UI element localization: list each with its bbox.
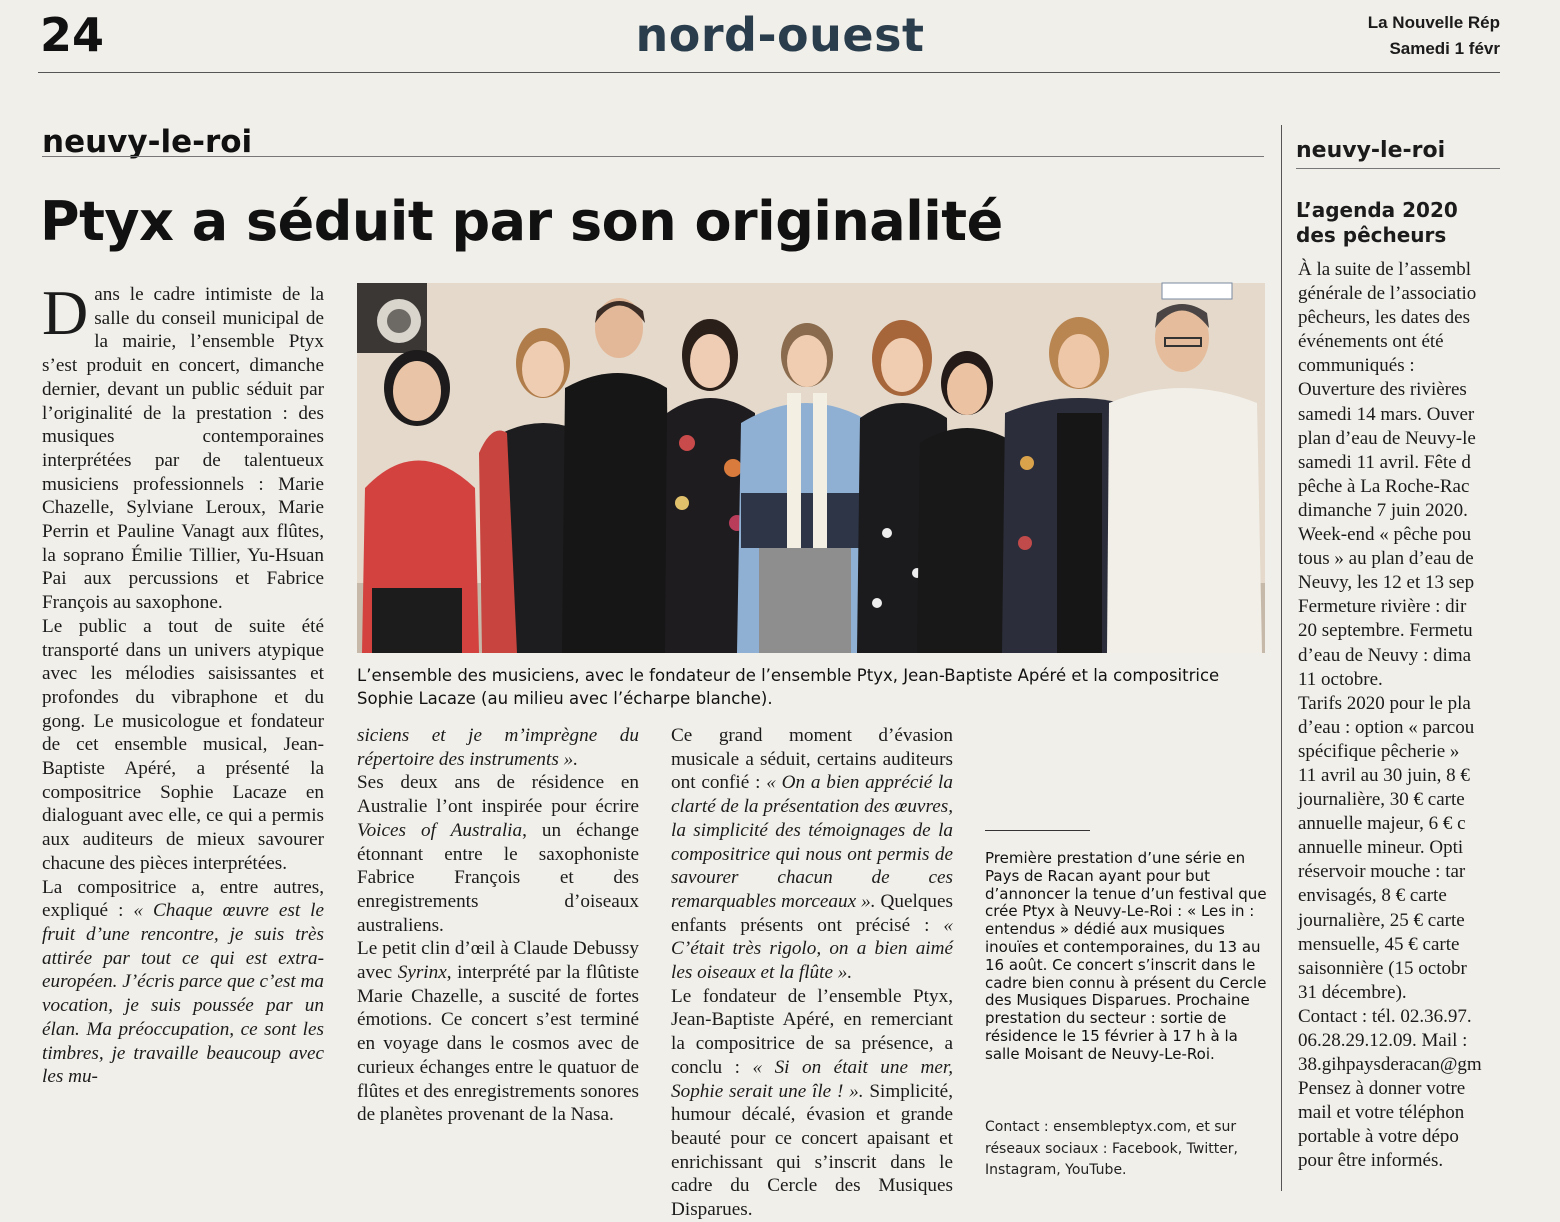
article-headline: Ptyx a séduit par son originalité xyxy=(40,190,1003,253)
article-locality: neuvy-le-roi xyxy=(42,124,253,160)
info-box: Première prestation d’une série en Pays de Racan ayant pour but d’annoncer la tenue d’un festival que crée Ptyx à Neuvy-Le-Roi : « Les in : entendus » dédié aux musiques inouïes et contemporaines, du 13 au 16 août. Ce concert s’inscrit dans le cadre bien connu à présent du Cercle des Musiques Disparues. Prochaine prestation du secteur : sortie de résidence le 15 février à 17 h à la salle Moisant de Neuvy-Le-Roi. xyxy=(985,849,1267,1063)
article-column-2 xyxy=(357,724,639,1186)
quote: « C’était très rigolo, on a bien aimé les oiseaux et la flûte ». xyxy=(671,914,953,984)
publication-name: La Nouvelle Rép xyxy=(1367,13,1500,32)
quote: « Si on était une mer, Sophie serait une île ! ». xyxy=(671,1056,953,1102)
sidebar-line: Contact : tél. 02.36.97. xyxy=(1298,1005,1472,1027)
publication-date: Samedi 1 févr xyxy=(1389,39,1500,58)
sidebar-line: réservoir mouche : tar xyxy=(1298,861,1466,883)
sidebar-line: annuelle mineur. Opti xyxy=(1298,837,1464,859)
sidebar-line: samedi 11 avril. Fête d xyxy=(1298,451,1471,473)
locality-rule xyxy=(42,156,1264,157)
photo-illustration xyxy=(357,283,1265,653)
paragraph xyxy=(671,724,953,985)
sidebar-line: samedi 14 mars. Ouver xyxy=(1298,403,1475,425)
sidebar-line: Pensez à donner votre xyxy=(1298,1078,1466,1100)
sidebox-rule xyxy=(985,830,1090,831)
musicians-photo xyxy=(357,283,1265,653)
sidebar-rule xyxy=(1296,168,1500,169)
work-title: Voices of Australia xyxy=(357,819,523,841)
article-column-1 xyxy=(42,277,325,1183)
quote: siciens et je m’imprègne du répertoire des instruments ». xyxy=(357,725,639,770)
sidebar-line: annuelle majeur, 6 € c xyxy=(1298,813,1466,835)
sidebar-line: 38.gihpaysderacan@gm xyxy=(1298,1054,1482,1076)
section-title: nord-ouest xyxy=(635,8,925,62)
header-rule xyxy=(38,72,1500,73)
paragraph-text: La compositrice a, entre autres, expliqué : xyxy=(42,876,324,922)
sidebar-line: spécifique pêcherie » xyxy=(1298,740,1460,762)
sidebar-body xyxy=(1298,258,1500,1191)
sidebar-line: portable à votre dépo xyxy=(1298,1126,1459,1148)
sidebar-line: envisagés, 8 € carte xyxy=(1298,885,1447,907)
paragraph-text: ans le cadre intimiste de la salle du conseil municipal de la mairie, l’ensemble Ptyx s’est produit en concert, dimanche dernier, devant un public séduit par l’originalité de la prestation : des musiques contemporaines interprétées par de talentueux musiciens professionnels : Marie Chazelle, Sylviane Leroux, Marie Perrin et Pauline Vanagt aux flûtes, la soprano Émilie Tillier, Yu-Hsuan Pai aux percussions et Fabrice François au saxophone. xyxy=(42,284,324,614)
sidebar-line: mensuelle, 45 € carte xyxy=(1298,933,1460,955)
sidebar-line: Neuvy, les 12 et 13 sep xyxy=(1298,572,1475,594)
sidebar-line: À la suite de l’assembl xyxy=(1298,259,1472,280)
sidebar-line: pêcheurs, les dates des xyxy=(1298,307,1470,329)
paragraph-text: Quelques enfants présents ont précisé : xyxy=(671,890,954,936)
paragraph-text: , un échange étonnant entre le saxophoniste Fabrice François et des enregistrements d’oiseaux australiens. xyxy=(357,819,639,936)
sidebar-line: 31 décembre). xyxy=(1298,981,1407,1003)
sidebar-line: d’eau de Neuvy : dima xyxy=(1298,644,1472,666)
sidebar-line: événements ont été xyxy=(1298,331,1444,353)
paragraph-text: , interprété par la flûtiste Marie Chazelle, a suscité de fortes émotions. Ce concert s’est terminé en voyage dans le cosmos avec de curieux échanges entre le quatuor de flûtes et des enregistrements sonores de planètes provenant de la Nasa. xyxy=(357,962,639,1126)
paragraph-text: Simplicité, humour décalé, évasion et grande beauté pour ce concert apaisant et enrichissant qui s’inscrit dans le cadre du Cercle des Musiques Disparues. xyxy=(671,1080,953,1221)
column-divider xyxy=(1281,125,1282,1191)
quote: « On a bien apprécié la clarté de la présentation des œuvres, la simplicité des témoignages de la compositrice qui nous ont permis de savourer chacun de ces remarquables morceaux ». xyxy=(671,772,953,912)
work-title: Syrinx xyxy=(397,962,447,984)
sidebar-headline xyxy=(1296,198,1458,248)
sidebar-line: 20 septembre. Fermetu xyxy=(1298,620,1473,642)
sidebar-line: mail et votre téléphon xyxy=(1298,1102,1465,1124)
paragraph xyxy=(671,985,953,1222)
paragraph-text: Ce grand moment d’évasion musicale a séduit, certains auditeurs ont confié : xyxy=(671,725,953,794)
photo-caption: L’ensemble des musiciens, avec le fondateur de l’ensemble Ptyx, Jean-Baptiste Apéré et la compositrice Sophie Lacaze (au milieu avec l’écharpe blanche). xyxy=(357,666,1220,708)
sidebar-line: générale de l’associatio xyxy=(1298,283,1477,305)
sidebar-line: communiqués : xyxy=(1298,355,1415,377)
contact-info: Contact : ensembleptyx.com, et sur réseaux sociaux : Facebook, Twitter, Instagram, YouTube. xyxy=(985,1119,1239,1178)
paragraph-text: Ses deux ans de résidence en Australie l’ont inspirée pour écrire xyxy=(357,772,639,818)
paragraph xyxy=(42,876,324,1089)
sidebar-headline-line: L’agenda 2020 xyxy=(1296,198,1458,222)
paragraph-text: Le petit clin d’œil à Claude Debussy avec xyxy=(357,938,639,984)
paragraph xyxy=(42,277,324,615)
paragraph: Le public a tout de suite été transporté dans un univers atypique avec les mélodies saisissantes et profondes du vibraphone et du gong. Le musicologue et fondateur de cet ensemble musical, Jean-Baptiste Apéré, a présenté la compositrice Sophie Lacaze en dialoguant avec elle, ce qui a permis aux auditeurs de mieux savourer chacune des pièces interprétées. xyxy=(42,615,324,874)
sidebar-locality: neuvy-le-roi xyxy=(1296,138,1446,163)
sidebar-line: d’eau : option « parcou xyxy=(1298,716,1475,738)
sidebar-line: tous » au plan d’eau de xyxy=(1298,548,1474,570)
sidebar-line: plan d’eau de Neuvy-le xyxy=(1298,427,1476,449)
sidebar-line: Ouverture des rivières xyxy=(1298,379,1467,401)
page-number: 24 xyxy=(40,8,105,62)
sidebar-line: journalière, 25 € carte xyxy=(1298,909,1465,931)
sidebar-line: Fermeture rivière : dir xyxy=(1298,596,1467,618)
paragraph-text: Le fondateur de l’ensemble Ptyx, Jean-Baptiste Apéré, en remerciant la compositrice de sa présence, a conclu : xyxy=(671,985,953,1078)
sidebar-line: 11 octobre. xyxy=(1298,668,1383,690)
sidebar-line: saisonnière (15 octobr xyxy=(1298,957,1467,979)
sidebar-line: Week-end « pêche pou xyxy=(1298,524,1472,546)
drop-cap: D xyxy=(42,277,89,348)
sidebar-line: dimanche 7 juin 2020. xyxy=(1298,499,1468,521)
sidebar-line: pour être informés. xyxy=(1298,1150,1444,1172)
publication-block xyxy=(1368,10,1500,62)
article-column-3 xyxy=(671,724,954,1221)
sidebar-line: Tarifs 2020 pour le pla xyxy=(1298,692,1471,714)
sidebar-line: journalière, 30 € carte xyxy=(1298,789,1465,811)
sidebar-line: 11 avril au 30 juin, 8 € xyxy=(1298,764,1470,786)
quote: « Chaque œuvre est le fruit d’une rencontre, je suis très attirée par tout ce qui est extra-européen. J’écris parce que c’est ma vocation, je suis poussée par un élan. Ma préoccupation, ce sont les timbres, je travaille beaucoup avec les mu- xyxy=(42,900,325,1088)
paragraph xyxy=(357,937,639,1127)
sidebar-line: pêche à La Roche-Rac xyxy=(1298,475,1470,497)
paragraph xyxy=(357,771,639,937)
sidebar-line: 06.28.29.12.09. Mail : xyxy=(1298,1030,1468,1051)
sidebar-headline-line: des pêcheurs xyxy=(1296,223,1447,247)
paragraph xyxy=(357,724,639,771)
